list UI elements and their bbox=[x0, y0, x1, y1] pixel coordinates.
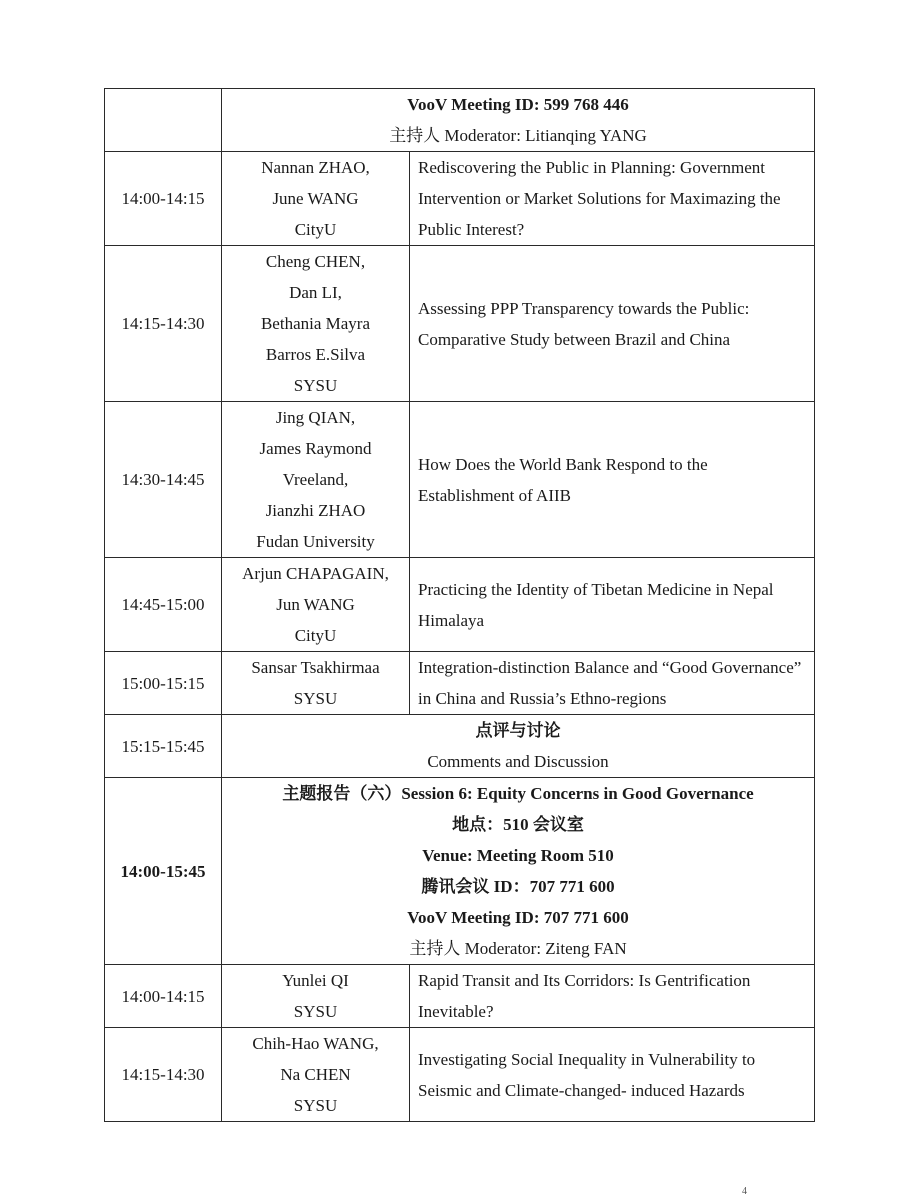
time-cell: 15:00-15:15 bbox=[105, 652, 222, 715]
time-cell: 14:15-14:30 bbox=[105, 246, 222, 402]
page-number: 4 bbox=[742, 1186, 747, 1197]
author-line: Jing QIAN, bbox=[275, 408, 356, 427]
discussion-row bbox=[105, 715, 815, 778]
author-line: Nannan ZHAO, bbox=[261, 158, 370, 177]
authors-cell bbox=[222, 402, 410, 558]
author-line: Bethania Mayra bbox=[260, 314, 371, 333]
title-cell: Integration-distinction Balance and “Good Governance” in China and Russia’s Ethno-regions bbox=[410, 652, 815, 715]
author-line: James Raymond bbox=[259, 439, 372, 458]
time-cell: 14:00-14:15 bbox=[105, 152, 222, 246]
session-header-cell bbox=[222, 778, 815, 965]
location-cn: 地点：510 会议室 bbox=[452, 815, 584, 834]
title-cell: Assessing PPP Transparency towards the Public: Comparative Study between Brazil and China bbox=[410, 246, 815, 402]
table-row bbox=[105, 402, 815, 558]
author-line: Dan LI, bbox=[289, 283, 342, 302]
authors-cell bbox=[222, 965, 410, 1028]
affiliation: SYSU bbox=[293, 1096, 338, 1115]
table-row bbox=[105, 152, 815, 246]
session-header-row bbox=[105, 89, 815, 152]
discussion-title-cn: 点评与讨论 bbox=[475, 721, 561, 740]
table-row bbox=[105, 1028, 815, 1122]
moderator: 主持人 Moderator: Ziteng FAN bbox=[409, 939, 627, 958]
author-line: Jianzhi ZHAO bbox=[265, 501, 366, 520]
time-cell: 14:15-14:30 bbox=[105, 1028, 222, 1122]
table-row bbox=[105, 652, 815, 715]
session-time-cell: 14:00-15:45 bbox=[105, 778, 222, 965]
session-header-row bbox=[105, 778, 815, 965]
author-line: Barros E.Silva bbox=[265, 345, 366, 364]
title-cell: How Does the World Bank Respond to the Establishment of AIIB bbox=[410, 402, 815, 558]
table-row bbox=[105, 246, 815, 402]
affiliation: SYSU bbox=[293, 376, 338, 395]
title-cell: Rapid Transit and Its Corridors: Is Gentrification Inevitable? bbox=[410, 965, 815, 1028]
table-row bbox=[105, 558, 815, 652]
author-line: Chih-Hao WANG, bbox=[252, 1034, 379, 1053]
venue: Venue: Meeting Room 510 bbox=[422, 846, 614, 865]
session-title: 主题报告（六）Session 6: Equity Concerns in Good Governance bbox=[282, 784, 754, 803]
authors-cell bbox=[222, 558, 410, 652]
voov-meeting-id: VooV Meeting ID: 599 768 446 bbox=[407, 95, 629, 114]
moderator: 主持人 Moderator: Litianqing YANG bbox=[389, 126, 647, 145]
authors-cell bbox=[222, 246, 410, 402]
table-row bbox=[105, 965, 815, 1028]
affiliation: CityU bbox=[294, 220, 337, 239]
schedule-body bbox=[105, 89, 815, 1122]
schedule-table bbox=[104, 88, 815, 1122]
authors-cell bbox=[222, 1028, 410, 1122]
title-cell: Practicing the Identity of Tibetan Medicine in Nepal Himalaya bbox=[410, 558, 815, 652]
time-cell: 14:00-14:15 bbox=[105, 965, 222, 1028]
tencent-meeting-id: 腾讯会议 ID：707 771 600 bbox=[421, 877, 615, 896]
affiliation: Fudan University bbox=[256, 532, 375, 551]
title-cell: Investigating Social Inequality in Vulnerability to Seismic and Climate-changed- induced Hazards bbox=[410, 1028, 815, 1122]
authors-cell bbox=[222, 652, 410, 715]
author-line: Cheng CHEN, bbox=[265, 252, 366, 271]
author-line: Jun WANG bbox=[276, 595, 355, 614]
voov-meeting-id: VooV Meeting ID: 707 771 600 bbox=[407, 908, 629, 927]
time-cell: 15:15-15:45 bbox=[105, 715, 222, 778]
affiliation: SYSU bbox=[293, 1002, 338, 1021]
affiliation: SYSU bbox=[293, 689, 338, 708]
author-line: Arjun CHAPAGAIN, bbox=[242, 564, 389, 583]
author-line: Sansar Tsakhirmaa bbox=[251, 658, 380, 677]
author-line: Vreeland, bbox=[282, 470, 349, 489]
discussion-title-en: Comments and Discussion bbox=[427, 752, 609, 771]
affiliation: CityU bbox=[294, 626, 337, 645]
time-cell: 14:45-15:00 bbox=[105, 558, 222, 652]
session-header-time-cell bbox=[105, 89, 222, 152]
author-line: Na CHEN bbox=[280, 1065, 351, 1084]
discussion-cell bbox=[222, 715, 815, 778]
author-line: Yunlei QI bbox=[282, 971, 349, 990]
authors-cell bbox=[222, 152, 410, 246]
title-cell: Rediscovering the Public in Planning: Government Intervention or Market Solutions for Maximazing the Public Interest? bbox=[410, 152, 815, 246]
author-line: June WANG bbox=[272, 189, 359, 208]
session-header-cell bbox=[222, 89, 815, 152]
time-cell: 14:30-14:45 bbox=[105, 402, 222, 558]
